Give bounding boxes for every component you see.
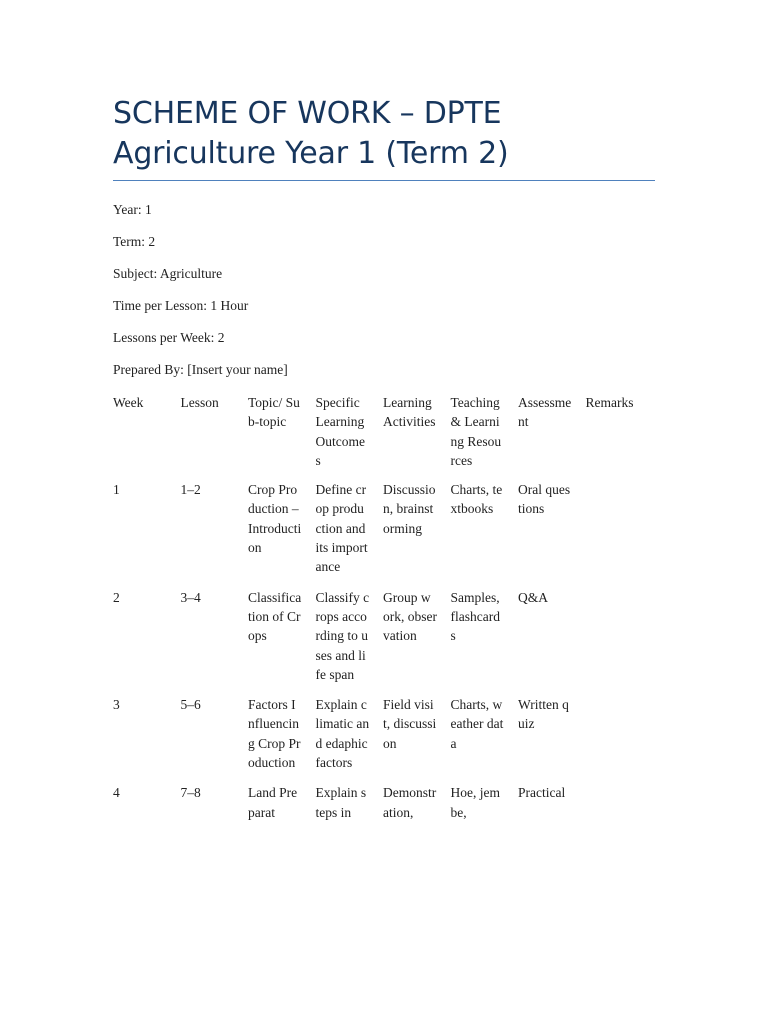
meta-lessons-per-week: Lessons per Week: 2: [113, 330, 225, 345]
table-cell: Explain climatic and edaphic factors: [315, 697, 370, 771]
meta-prepared-by: Prepared By: [Insert your name]: [113, 362, 288, 377]
table-cell: Hoe, jembe,: [450, 785, 500, 820]
table-cell: 5–6: [180, 697, 201, 713]
table-cell: Oral questions: [518, 482, 571, 517]
table-cell: Written quiz: [518, 697, 569, 732]
table-cell: [586, 480, 654, 587]
meta-year: Year: 1: [113, 202, 152, 217]
table-cell: Charts, weather data: [450, 697, 504, 751]
table-cell: Practical: [518, 785, 566, 801]
header-cell: Lesson: [180, 395, 219, 410]
table-cell: Discussion, brainstorming: [383, 482, 436, 536]
table-cell: Explain steps in: [315, 785, 367, 820]
table-cell: 1: [113, 482, 120, 498]
table-cell: Crop Production – Introduction: [248, 482, 302, 556]
title-divider: [113, 180, 655, 181]
table-cell: Field visit, discussion: [383, 697, 437, 751]
table-cell: 3–4: [180, 589, 201, 605]
table-cell: Classify crops according to uses and life span: [315, 589, 370, 682]
table-cell: [586, 695, 654, 783]
meta-subject: Subject: Agriculture: [113, 266, 223, 281]
header-cell: Teaching & Learning Resources: [450, 395, 502, 468]
table-cell: Samples, flashcards: [450, 589, 500, 644]
table-cell: 3: [113, 697, 120, 713]
table-cell: Factors Influencing Crop Production: [248, 697, 301, 771]
table-cell: Q&A: [518, 589, 548, 605]
table-cell: 4: [113, 785, 120, 801]
table-cell: Group work, observation: [383, 589, 437, 644]
header-cell: Assessment: [518, 395, 572, 430]
table-cell: 2: [113, 589, 120, 605]
table-cell: Charts, textbooks: [450, 482, 503, 517]
table-cell: 1–2: [180, 482, 201, 498]
header-cell: Specific Learning Outcomes: [315, 395, 365, 468]
scheme-table: [113, 393, 653, 833]
table-cell: [586, 588, 654, 695]
meta-time-per-lesson: Time per Lesson: 1 Hour: [113, 298, 249, 313]
table-cell: 7–8: [180, 785, 201, 801]
header-cell: Learning Activities: [383, 395, 436, 430]
table-cell: Define crop production and its importance: [315, 482, 368, 575]
meta-term: Term: 2: [113, 234, 156, 249]
table-cell: [586, 783, 654, 833]
header-cell: Remarks: [585, 395, 634, 410]
table-header-row: [113, 393, 653, 480]
table-cell: Demonstration,: [383, 785, 437, 820]
header-cell: Week: [113, 395, 144, 410]
header-cell: Topic/ Sub-topic: [248, 395, 300, 430]
table-row: [113, 695, 653, 783]
table-cell: Classification of Crops: [248, 589, 302, 644]
document-title: SCHEME OF WORK – DPTE Agriculture Year 1 (Term 2): [113, 96, 509, 171]
table-row: [113, 588, 653, 695]
table-row: [113, 480, 653, 587]
table-cell: Land Preparat: [248, 785, 298, 820]
table-row: [113, 783, 653, 833]
